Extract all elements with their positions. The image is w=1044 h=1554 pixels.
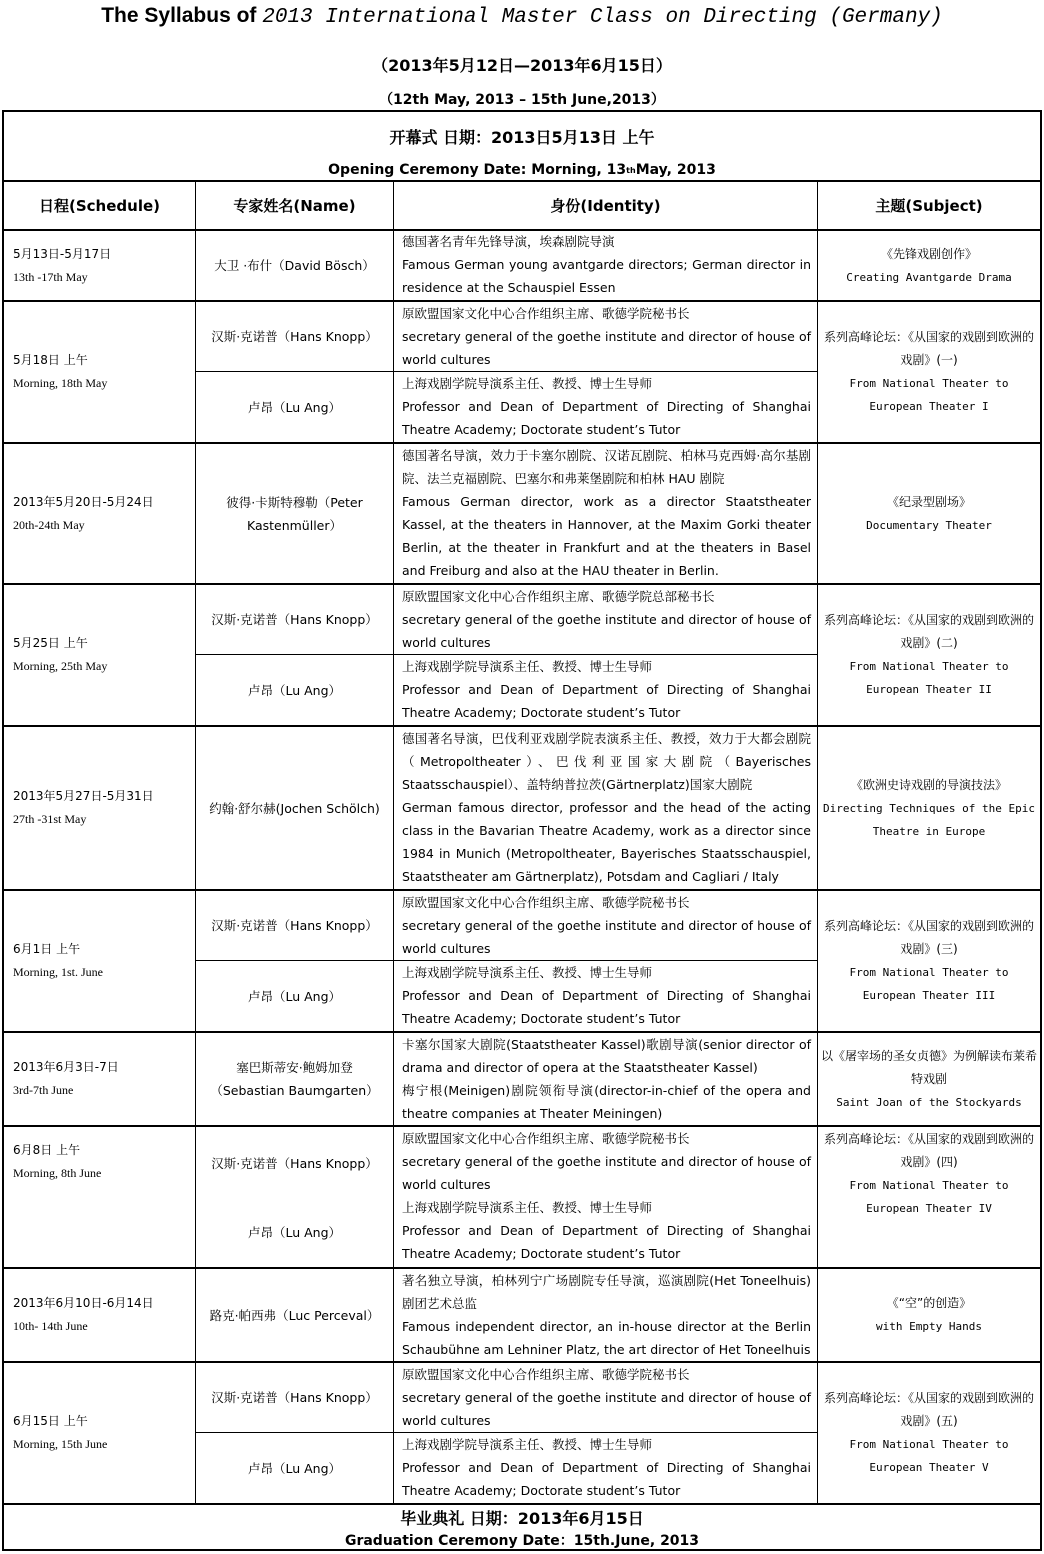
subject-cell: 《“空”的创造》 with Empty Hands (876, 1296, 982, 1333)
subject-cell: 《先锋戏剧创作》 Creating Avantgarde Drama (846, 246, 1012, 284)
subject-cell: 系列高峰论坛：《从国家的戏剧到欧洲的戏剧》(三) From National Theater to European Theater III (823, 919, 1034, 1002)
graduation-ceremony-en: Graduation Ceremony Date：15th.June, 2013 (344, 1533, 700, 1549)
subject-cell: 《欧洲史诗戏剧的导演技法》 Directing Techniques of the Epic Theatre in Europe (823, 777, 1035, 838)
date-range-en: （12th May, 2013 – 15th June,2013） (379, 92, 665, 108)
schedule-cell: 2013年6月10日-6月14日 10th- 14th June (13, 1296, 154, 1333)
subject-cell: 系列高峰论坛：《从国家的戏剧到欧洲的戏剧》(一) From National Theater to European Theater I (823, 330, 1034, 413)
graduation-ceremony-cn: 毕业典礼 日期：2013年6月15日 (400, 1508, 644, 1528)
schedule-cell: 2013年5月20日-5月24日 20th-24th May (13, 494, 154, 532)
expert-name: 彼得·卡斯特穆勒（Peter Kastenmüller） (226, 494, 363, 533)
identity-cell: 原欧盟国家文化中心合作组织主席、歌德学院秘书长 secretary general of the goethe institute and director of house of world cultures (402, 306, 811, 367)
expert-name: 卢昂（Lu Ang） (247, 988, 342, 1004)
identity-cell: 上海戏剧学院导演系主任、教授、博士生导师 Professor and Dean of Department of Directing of Shanghai Theatre Academy; Doctorate student’s Tutor (402, 965, 811, 1026)
identity-cell: 原欧盟国家文化中心合作组织主席、歌德学院总部秘书长 secretary general of the goethe institute and director of house of world cultures (402, 589, 811, 650)
page-title: The Syllabus of 2013 International Master Class on Directing (Germany) (101, 4, 943, 29)
expert-name: 卢昂（Lu Ang） (247, 399, 342, 415)
subject-cell: 系列高峰论坛：《从国家的戏剧到欧洲的戏剧》(四) From National Theater to European Theater IV (823, 1132, 1034, 1215)
schedule-cell: 6月15日 上午 Morning, 15th June (13, 1414, 108, 1451)
identity-cell: 原欧盟国家文化中心合作组织主席、歌德学院秘书长 secretary general of the goethe institute and director of house of world cultures 上海戏剧学院导演系主任、教授、博士生导师 Professor and Dean of Department of Directing of Shanghai Theatre Academy; Doctorate student’s Tutor (402, 1131, 811, 1261)
expert-name: 卢昂（Lu Ang） (247, 1224, 342, 1240)
header-schedule: 日程(Schedule) (39, 197, 160, 215)
subject-cell: 系列高峰论坛：《从国家的戏剧到欧洲的戏剧》(二) From National Theater to European Theater II (823, 613, 1034, 696)
schedule-cell: 5月18日 上午 Morning, 18th May (13, 353, 108, 390)
identity-cell: 著名独立导演，柏林列宁广场剧院专任导演，巡演剧院(Het Toneelhuis)剧团艺术总监 Famous independent director, an in-house director at the Berlin Schaubühne am Lehniner Platz, the art director of Het Toneelhuis (402, 1273, 811, 1357)
schedule-cell: 2013年5月27日-5月31日 27th -31st May (13, 789, 154, 826)
identity-cell: 上海戏剧学院导演系主任、教授、博士生导师 Professor and Dean of Department of Directing of Shanghai Theatre Academy; Doctorate student’s Tutor (402, 1437, 811, 1498)
header-identity: 身份(Identity) (550, 197, 661, 215)
subject-cell: 系列高峰论坛：《从国家的戏剧到欧洲的戏剧》(五) From National Theater to European Theater V (823, 1391, 1034, 1474)
expert-name: 大卫 ·布什（David Bösch） (214, 258, 375, 273)
expert-name: 汉斯·克诺普（Hans Knopp） (211, 612, 378, 627)
identity-cell: 卡塞尔国家大剧院(Staatstheater Kassel)歌剧导演(senior director of drama and director of opera at the Staatstheater Kassel) 梅宁根(Meinigen)剧院领衔导演(director-in-chief of the opera and theatre companies at Theater Meiningen) (402, 1037, 811, 1121)
identity-cell: 上海戏剧学院导演系主任、教授、博士生导师 Professor and Dean of Department of Directing of Shanghai Theatre Academy; Doctorate student’s Tutor (402, 659, 811, 720)
expert-name: 卢昂（Lu Ang） (247, 682, 342, 698)
schedule-cell: 6月1日 上午 Morning, 1st. June (13, 942, 103, 979)
expert-name: 路克·帕西弗（Luc Perceval） (209, 1307, 380, 1323)
subject-cell: 《纪录型剧场》 Documentary Theater (866, 494, 992, 532)
schedule-cell: 6月8日 上午 Morning, 8th June (13, 1143, 102, 1180)
expert-name: 约翰·舒尔赫(Jochen Schölch) (209, 800, 380, 816)
opening-ceremony-cn: 开幕式 日期：2013日5月13日 上午 (389, 127, 655, 147)
identity-cell: 上海戏剧学院导演系主任、教授、博士生导师 Professor and Dean of Department of Directing of Shanghai Theatre Academy; Doctorate student’s Tutor (402, 376, 811, 437)
identity-cell: 德国著名青年先锋导演，埃森剧院导演 Famous German young avantgarde directors; German director in residence at the Schauspiel Essen (402, 234, 811, 295)
header-name: 专家姓名(Name) (233, 197, 356, 215)
expert-name: 汉斯·克诺普（Hans Knopp） (211, 1390, 378, 1405)
expert-name: 汉斯·克诺普（Hans Knopp） (211, 1155, 378, 1171)
schedule-cell: 5月25日 上午 Morning, 25th May (13, 636, 108, 673)
expert-name: 塞巴斯蒂安·鲍姆加登 （Sebastian Baumgarten） (210, 1060, 379, 1098)
expert-name: 卢昂（Lu Ang） (247, 1460, 342, 1476)
identity-cell: 原欧盟国家文化中心合作组织主席、歌德学院秘书长 secretary general of the goethe institute and director of house of world cultures (402, 895, 811, 956)
date-range-cn: （2013年5月12日—2013年6月15日） (372, 56, 672, 75)
expert-name: 汉斯·克诺普（Hans Knopp） (211, 329, 378, 344)
header-subject: 主题(Subject) (875, 197, 983, 215)
expert-name: 汉斯·克诺普（Hans Knopp） (211, 918, 378, 933)
opening-ceremony-en: Opening Ceremony Date: Morning, 13 th May, 2013 (328, 162, 716, 178)
schedule-cell: 5月13日-5月17日 13th -17th May (13, 246, 112, 284)
identity-cell: 原欧盟国家文化中心合作组织主席、歌德学院秘书长 secretary general of the goethe institute and director of house of world cultures (402, 1367, 811, 1428)
schedule-cell: 2013年6月3日-7日 3rd-7th June (13, 1060, 119, 1097)
identity-cell: 德国著名导演，效力于卡塞尔剧院、汉诺瓦剧院、柏林马克西姆·高尔基剧院、法兰克福剧院、巴塞尔和弗莱堡剧院和柏林 HAU 剧院 Famous German director, work as a director Staatstheater Kassel, at the theaters in Hannover, at the Maxim Gorki theater Berlin, at the theater in Frankfurt and at the theaters in Basel and Freiburg and also at the HAU theater in Berlin. (402, 448, 811, 578)
subject-cell: 以《屠宰场的圣女贞德》为例解读布莱希特戏剧 Saint Joan of the Stockyards (821, 1048, 1038, 1109)
identity-cell: 德国著名导演，巴伐利亚戏剧学院表演系主任、教授，效力于大都会剧院（Metropoltheater）、巴伐利亚国家大剧院（Bayerisches Staatsschauspiel）、盖特纳普拉茨(Gärtnerplatz)国家大剧院 German famous director, professor and the head of the acting class in the Bavarian Theatre Academy, work as a director since 1984 in Munich (Metropoltheater, Bayerisches Staatsschauspiel, Staatstheater am Gärtnerplatz), Potsdam and Cagliari / Italy (402, 731, 811, 884)
